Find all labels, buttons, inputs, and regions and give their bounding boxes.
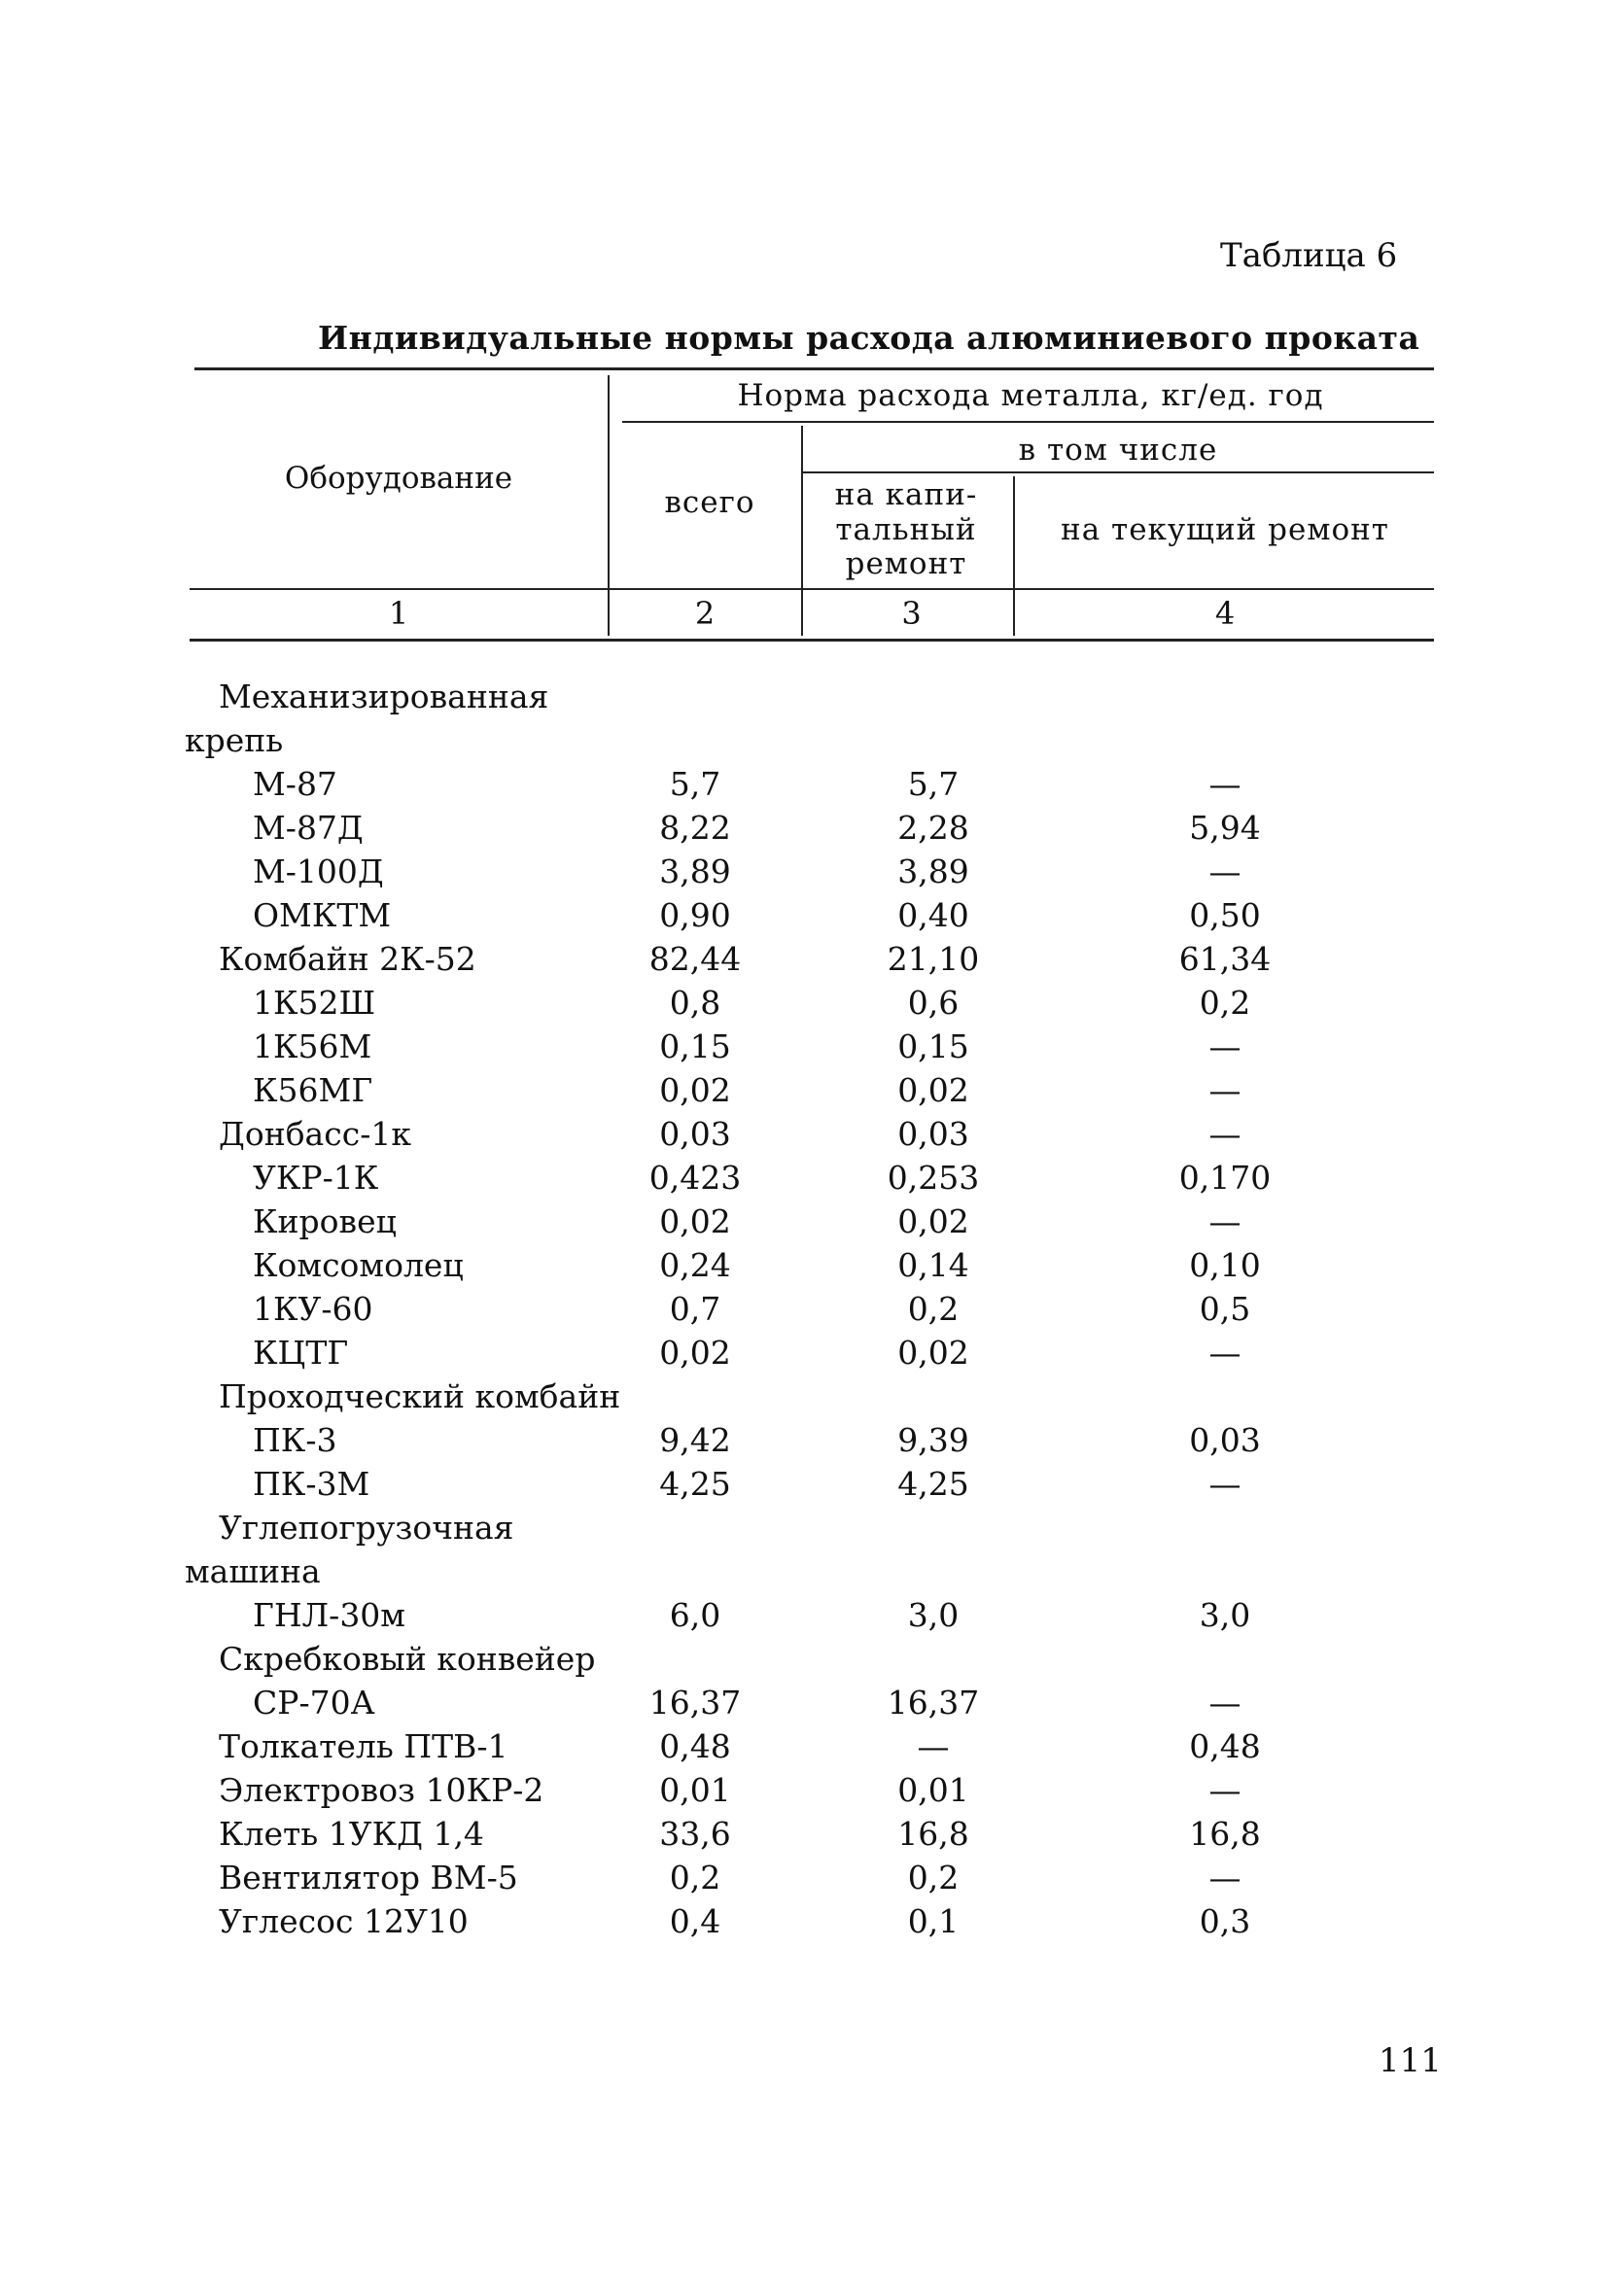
row-current: 3,0 (1199, 1596, 1251, 1634)
table-row (0, 1768, 1608, 1812)
row-total: 9,42 (659, 1421, 731, 1459)
row-total: 0,01 (659, 1771, 731, 1809)
row-equipment: СР-70А (253, 1684, 375, 1722)
table-row (0, 1462, 1608, 1506)
divider-1 (608, 375, 610, 636)
row-capital: 4,25 (897, 1465, 969, 1503)
table-row (0, 1681, 1608, 1724)
page-number: 111 (1379, 2041, 1442, 2080)
row-current: 0,2 (1199, 984, 1251, 1022)
table-row (0, 1856, 1608, 1899)
row-equipment: Вентилятор ВМ-5 (219, 1859, 518, 1896)
row-equipment: Комбайн 2К-52 (219, 940, 476, 978)
table-row (0, 1068, 1608, 1112)
table-row (0, 1112, 1608, 1156)
row-current: — (1208, 1859, 1241, 1896)
table-row (0, 1418, 1608, 1462)
row-total: 8,22 (659, 809, 731, 847)
row-current: — (1208, 765, 1241, 803)
row-equipment: Механизированная крепь (185, 678, 549, 759)
table-row (0, 850, 1608, 893)
including-rule (803, 471, 1434, 473)
table-row (0, 762, 1608, 806)
row-total: 0,90 (659, 896, 731, 934)
table-row (0, 981, 1608, 1025)
row-total: 3,89 (659, 852, 731, 890)
header-equipment: Оборудование (284, 461, 513, 496)
table-row (0, 806, 1608, 850)
row-equipment: ПК-3М (253, 1465, 370, 1503)
table-row (0, 1593, 1608, 1637)
row-equipment: М-100Д (253, 852, 384, 890)
row-capital: 0,01 (897, 1771, 969, 1809)
row-total: 0,03 (659, 1115, 731, 1153)
row-capital: 9,39 (897, 1421, 969, 1459)
row-current: 0,03 (1189, 1421, 1261, 1459)
row-capital: 0,03 (897, 1115, 969, 1153)
header-current-repair: на текущий ремонт (1061, 512, 1389, 547)
row-current: — (1208, 1027, 1241, 1065)
row-current: 0,48 (1189, 1727, 1261, 1765)
row-capital: 2,28 (897, 809, 969, 847)
row-equipment: 1К56М (253, 1027, 372, 1065)
row-capital: 0,14 (897, 1246, 969, 1284)
row-current: 0,5 (1199, 1290, 1251, 1328)
row-equipment: 1К52Ш (253, 984, 376, 1022)
row-current: — (1208, 1334, 1241, 1372)
row-capital: 0,6 (907, 984, 960, 1022)
table-row (0, 1812, 1608, 1856)
row-total: 0,8 (669, 984, 721, 1022)
row-current: — (1208, 1465, 1241, 1503)
row-total: 33,6 (659, 1815, 731, 1853)
table-row (0, 1506, 1608, 1593)
row-equipment: Скребковый конвейер (219, 1640, 596, 1678)
table-row (0, 1200, 1608, 1243)
header-norm: Норма расхода металла, кг/ед. год (737, 378, 1324, 413)
row-total: 0,15 (659, 1027, 731, 1065)
row-capital: 0,253 (887, 1159, 980, 1197)
row-current: 0,3 (1199, 1902, 1251, 1940)
header-including: в том числе (1018, 433, 1218, 468)
row-capital: 0,2 (907, 1859, 960, 1896)
row-equipment: ГНЛ-30м (253, 1596, 405, 1634)
row-total: 0,423 (648, 1159, 742, 1197)
table-row (0, 1374, 1608, 1418)
table-row (0, 1287, 1608, 1331)
row-equipment: Комсомолец (253, 1246, 464, 1284)
row-equipment: КЦТГ (253, 1334, 349, 1372)
table-body (0, 675, 1608, 1943)
row-total: 5,7 (669, 765, 721, 803)
row-total: 0,24 (659, 1246, 731, 1284)
row-total: 0,02 (659, 1334, 731, 1372)
norm-rule (622, 421, 1434, 423)
row-capital: 16,8 (897, 1815, 969, 1853)
row-equipment: Проходческий комбайн (219, 1377, 621, 1415)
table-row (0, 937, 1608, 981)
row-total: 6,0 (669, 1596, 721, 1634)
divider-3 (1013, 476, 1015, 636)
row-current: — (1208, 852, 1241, 890)
row-current: — (1208, 1071, 1241, 1109)
row-capital: 0,02 (897, 1071, 969, 1109)
table-row (0, 1025, 1608, 1068)
table-row (0, 1899, 1608, 1943)
header-capital-repair: на капи- тальный ремонт (834, 477, 978, 582)
table-row (0, 1331, 1608, 1374)
row-current: 0,170 (1178, 1159, 1272, 1197)
row-equipment: Донбасс-1к (219, 1115, 411, 1153)
row-equipment: УКР-1К (253, 1159, 379, 1197)
table-row (0, 1156, 1608, 1200)
row-capital: 16,37 (887, 1684, 980, 1722)
row-equipment: Углесос 12У10 (219, 1902, 469, 1940)
row-current: 16,8 (1189, 1815, 1261, 1853)
table-row (0, 1724, 1608, 1768)
row-equipment: ПК-3 (253, 1421, 337, 1459)
column-number-2: 2 (694, 595, 716, 632)
row-capital: — (917, 1727, 950, 1765)
row-total: 0,4 (669, 1902, 721, 1940)
column-number-4: 4 (1214, 595, 1236, 632)
row-capital: 0,15 (897, 1027, 969, 1065)
row-equipment: ОМКТМ (253, 896, 392, 934)
row-equipment: М-87Д (253, 809, 364, 847)
row-capital: 0,02 (897, 1334, 969, 1372)
row-capital: 0,2 (907, 1290, 960, 1328)
row-total: 0,48 (659, 1727, 731, 1765)
row-current: 5,94 (1189, 809, 1261, 847)
row-equipment: Клеть 1УКД 1,4 (219, 1815, 484, 1853)
row-capital: 3,89 (897, 852, 969, 890)
row-equipment: Кировец (253, 1202, 397, 1240)
row-equipment: Толкатель ПТВ-1 (219, 1727, 508, 1765)
row-total: 4,25 (659, 1465, 731, 1503)
row-current: — (1208, 1115, 1241, 1153)
row-total: 0,7 (669, 1290, 721, 1328)
table-row (0, 893, 1608, 937)
row-total: 16,37 (648, 1684, 742, 1722)
row-capital: 0,02 (897, 1202, 969, 1240)
row-current: 0,10 (1189, 1246, 1261, 1284)
row-current: — (1208, 1202, 1241, 1240)
table-label: Таблица 6 (1220, 236, 1398, 275)
table-row (0, 675, 1608, 762)
row-capital: 21,10 (887, 940, 980, 978)
row-current: — (1208, 1771, 1241, 1809)
row-current: 61,34 (1178, 940, 1272, 978)
row-equipment: Углепогрузочная машина (185, 1509, 514, 1590)
table-row (0, 1637, 1608, 1681)
column-number-3: 3 (901, 595, 922, 632)
row-capital: 0,1 (907, 1902, 960, 1940)
row-current: 0,50 (1189, 896, 1261, 934)
header-total: всего (664, 485, 755, 520)
row-total: 0,2 (669, 1859, 721, 1896)
row-equipment: М-87 (253, 765, 337, 803)
table-title: Индивидуальные нормы расхода алюминиевого проката (318, 319, 1420, 357)
divider-2 (801, 426, 803, 636)
row-equipment: Электровоз 10КР-2 (219, 1771, 544, 1809)
row-capital: 0,40 (897, 896, 969, 934)
row-capital: 3,0 (907, 1596, 960, 1634)
table-row (0, 1243, 1608, 1287)
row-current: — (1208, 1684, 1241, 1722)
row-total: 0,02 (659, 1202, 731, 1240)
subheader-rule (190, 588, 1434, 590)
header-top-rule (194, 367, 1434, 370)
row-capital: 5,7 (907, 765, 960, 803)
row-equipment: 1КУ-60 (253, 1290, 373, 1328)
column-number-1: 1 (388, 595, 409, 632)
row-total: 0,02 (659, 1071, 731, 1109)
row-equipment: К56МГ (253, 1071, 373, 1109)
row-total: 82,44 (648, 940, 742, 978)
header-bottom-rule (190, 639, 1434, 642)
